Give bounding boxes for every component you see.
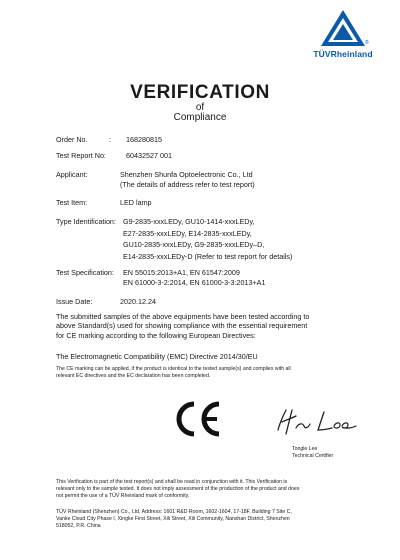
type-id-line: GU10-2835-xxxLEDy, G9-2835-xxxLEDy–D, [123,240,265,249]
type-id-line: E27-2835-xxxLEDy, E14-2835-xxxLEDy, [123,228,252,238]
address-line: TÜV Rheinland (Shenzhen) Co., Ltd. Address: 1601 R&D Room, 1602-1604, 17-18F, Building 7 Site C, [56,509,292,515]
document-subtitle [0,103,400,123]
subtitle-compliance: Compliance [173,112,227,123]
disclaimer-line: not permit the use of a TÜV Rheinland mark of conformity. [56,493,190,499]
triangle-logo-icon [319,8,367,48]
test-spec-line: EN 55015:2013+A1, EN 61547:2009 [123,268,240,277]
signer-name: Tongle Lee [292,446,318,452]
test-specification-values [123,268,265,288]
applicant-label: Applicant: [56,170,88,179]
applicant-name: Shenzhen Shunfa Optoelectronic Co., Ltd [120,170,253,179]
order-no-colon: : [109,135,111,144]
company-address [56,509,356,530]
ce-marking-note [56,366,356,380]
issue-date-label: Issue Date: [56,297,93,306]
document-title: VERIFICATION [130,82,270,103]
registered-mark: ® [365,40,369,46]
test-item-value: LED lamp [120,198,152,207]
ce-note-line: The CE marking can be applied, if the product is identical to the tested sample(s) and complies with all [56,366,291,372]
disclaimer-line: This Verification is part of the test report(s) and shall be read in conjunction with it. This Verification is [56,479,288,485]
test-report-no-value: 60432527 001 [126,151,172,160]
statement-line: The submitted samples of the above equipments have been tested according to [56,312,310,321]
subtitle-of: of [195,102,205,113]
disclaimer-line: relevant only to the sample tested. It does not imply assessment of the production of the product and does [56,486,300,492]
applicant-value [120,170,255,189]
handwritten-signature [272,404,362,440]
applicant-note: (The details of address refer to test report) [120,179,255,189]
issue-date-value: 2020.12.24 [120,297,156,306]
type-identification-values [123,216,292,262]
compliance-statement [56,312,356,340]
signer-title: Technical Certifier [292,452,334,459]
statement-line: for CE marking according to the following European Directives: [56,330,256,340]
order-no-label: Order No. [56,135,88,144]
type-identification-label: Type Identification: [56,217,116,226]
ce-note-line: relevant EC directives and the EC declaration has been completed. [56,373,211,379]
test-spec-line: EN 61000-3-2:2014, EN 61000-3-3:2013+A1 [123,278,266,287]
address-line: 518052, P.R. China [56,523,101,529]
logo-wordmark: TÜVRheinland [313,49,373,59]
test-item-label: Test Item: [56,198,88,207]
verification-disclaimer [56,479,356,500]
ce-mark-icon [172,400,224,438]
type-id-line: G9-2835-xxxLEDy, GU10-1414-xxxLEDy, [123,217,255,226]
statement-line: above Standard(s) used for showing compliance with the essential requirement [56,321,308,331]
test-specification-label: Test Specification: [56,268,114,277]
order-no-value: 168280815 [126,135,162,144]
emc-directive: The Electromagnetic Compatibility (EMC) Directive 2014/30/EU [56,352,258,361]
type-id-line: E14-2835-xxxLEDy-D (Refer to test report for details) [123,251,293,261]
address-line: Vanke Cloud City Phase I, Xingke First Street, Xili Street, Xili Community, Nanshan District, Shenzhen [56,516,290,522]
tuv-rheinland-logo [308,8,378,59]
signer-block [292,446,333,459]
test-report-no-label: Test Report No: [56,151,106,160]
